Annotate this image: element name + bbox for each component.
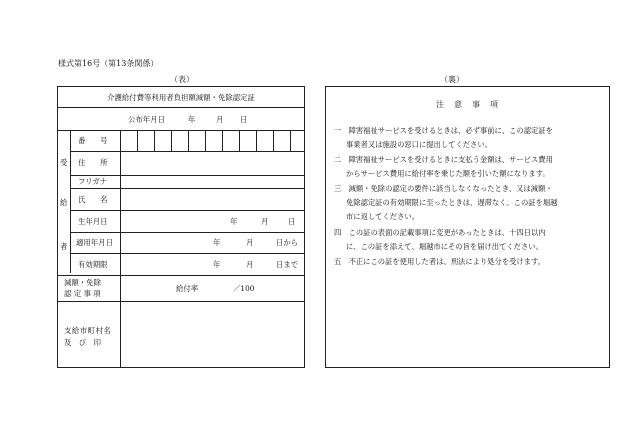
municipality-label-line1: 支給市町村名 [64,326,112,335]
note-text: 免除認定証の有効期限に至ったときは、遅滞なく、この証を堀越 [346,198,558,207]
municipality-label-line2: 及 び 印 [64,338,101,347]
notes-title: 注 意 事 項 [436,100,499,109]
note-number: 五 [334,257,342,266]
recipient-char-2: 給 [60,198,68,207]
note-item [334,156,601,184]
benefit-rate-value: ／100 [233,284,255,293]
certificate-back [325,86,610,368]
certificate-front [57,86,305,368]
birthdate-year: 年 [230,217,238,226]
number-label: 番 号 [78,136,108,145]
note-number: 二 [334,155,342,164]
note-number: 四 [334,228,342,237]
note-text: 障害福祉サービスを受けるときに支払う金額は、サービス費用 [348,155,553,164]
furigana-label: フリガナ [78,177,108,186]
note-item [334,185,601,227]
notice-date-day: 日 [240,115,248,124]
front-side-label: （表） [170,75,194,84]
recipient-char-1: 受 [60,158,68,167]
note-number: 三 [334,184,342,193]
expiry-date-year: 年 [213,260,221,269]
note-item [334,127,601,155]
back-side-label: （裏） [440,75,464,84]
certificate-title: 介護給付費等利用者負担額減額・免除認定証 [107,93,255,102]
note-text: からサービス費用に給付率を乗じた額を引いた額になります。 [346,169,550,178]
name-label: 氏 名 [78,195,108,204]
address-label: 住 所 [78,158,108,167]
recipient-char-3: 者 [60,242,68,251]
notice-date-year: 年 [188,115,196,124]
form-number: 様式第16号（第13条関係） [58,59,159,68]
notice-date-month: 月 [216,115,224,124]
reduction-label-line1: 減額・免除 [64,278,101,287]
expiry-date-month: 月 [246,260,254,269]
note-text: 減額・免除の認定の要件に該当しなくなったとき、又は減額・ [348,184,553,193]
notice-date-label: 公布年月日 [128,115,165,124]
birthdate-month: 月 [261,217,269,226]
note-text: 事業者又は施設の窓口に提出してください。 [346,140,492,149]
note-item [334,229,601,257]
note-item [334,258,601,272]
expiry-date-day: 日まで [276,260,299,269]
start-date-month: 月 [246,238,254,247]
note-text: 不正にこの証を使用した者は、刑法により処分を受けます。 [348,257,546,266]
note-text: 障害福祉サービスを受けるときは、必ず事前に、この認定証を [348,126,553,135]
birthdate-label: 生年月日 [78,217,108,226]
benefit-rate-label: 給付率 [176,284,199,293]
reduction-label-line2: 認 定 事 項 [64,289,101,298]
note-text: に、この証を添えて、堀越市にその旨を届け出てください。 [346,242,543,251]
note-text: 市に返してください。 [346,212,419,221]
note-number: 一 [334,126,342,135]
birthdate-day: 日 [288,217,296,226]
start-date-day: 日から [276,238,299,247]
note-text: この証の表面の記載事項に変更があったときは、十四日以内 [348,228,546,237]
expiry-date-label: 有効期限 [78,260,108,269]
start-date-label: 適用年月日 [76,238,113,247]
start-date-year: 年 [213,238,221,247]
